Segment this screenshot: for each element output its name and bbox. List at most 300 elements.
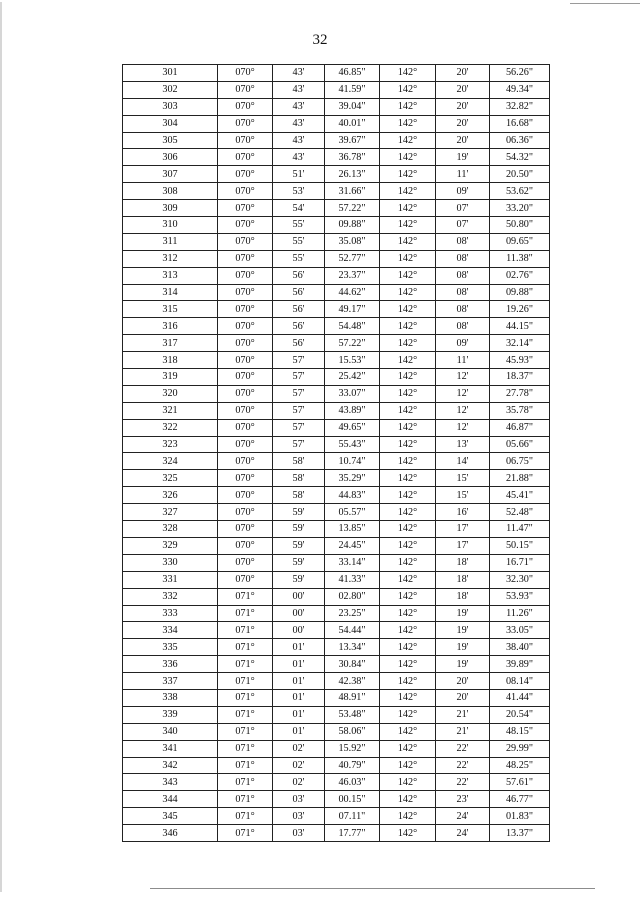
latitude-degrees-cell: 142° bbox=[380, 166, 436, 183]
latitude-minutes-cell: 20' bbox=[436, 65, 490, 82]
latitude-seconds-cell: 53.93" bbox=[490, 588, 550, 605]
table-row bbox=[123, 267, 550, 284]
latitude-minutes-cell: 08' bbox=[436, 318, 490, 335]
longitude-degrees-cell: 071° bbox=[218, 791, 273, 808]
table-row bbox=[123, 639, 550, 656]
latitude-minutes-cell: 12' bbox=[436, 402, 490, 419]
longitude-degrees-cell: 071° bbox=[218, 622, 273, 639]
longitude-seconds-cell: 52.77" bbox=[325, 250, 380, 267]
table-row bbox=[123, 622, 550, 639]
latitude-degrees-cell: 142° bbox=[380, 318, 436, 335]
longitude-minutes-cell: 57' bbox=[273, 369, 325, 386]
latitude-minutes-cell: 20' bbox=[436, 98, 490, 115]
longitude-degrees-cell: 070° bbox=[218, 537, 273, 554]
table-row bbox=[123, 369, 550, 386]
latitude-degrees-cell: 142° bbox=[380, 183, 436, 200]
table-row bbox=[123, 132, 550, 149]
latitude-minutes-cell: 15' bbox=[436, 470, 490, 487]
longitude-seconds-cell: 10.74" bbox=[325, 453, 380, 470]
point-number-cell: 343 bbox=[123, 774, 218, 791]
latitude-seconds-cell: 41.44" bbox=[490, 689, 550, 706]
longitude-degrees-cell: 070° bbox=[218, 200, 273, 217]
point-number-cell: 339 bbox=[123, 706, 218, 723]
latitude-seconds-cell: 02.76" bbox=[490, 267, 550, 284]
table-row bbox=[123, 419, 550, 436]
longitude-minutes-cell: 58' bbox=[273, 470, 325, 487]
point-number-cell: 329 bbox=[123, 537, 218, 554]
latitude-minutes-cell: 14' bbox=[436, 453, 490, 470]
latitude-degrees-cell: 142° bbox=[380, 98, 436, 115]
latitude-degrees-cell: 142° bbox=[380, 808, 436, 825]
table-row bbox=[123, 723, 550, 740]
latitude-degrees-cell: 142° bbox=[380, 65, 436, 82]
point-number-cell: 311 bbox=[123, 233, 218, 250]
longitude-seconds-cell: 46.85" bbox=[325, 65, 380, 82]
latitude-degrees-cell: 142° bbox=[380, 605, 436, 622]
longitude-seconds-cell: 39.04" bbox=[325, 98, 380, 115]
longitude-seconds-cell: 55.43" bbox=[325, 436, 380, 453]
longitude-minutes-cell: 01' bbox=[273, 689, 325, 706]
longitude-minutes-cell: 43' bbox=[273, 81, 325, 98]
latitude-minutes-cell: 24' bbox=[436, 825, 490, 842]
latitude-seconds-cell: 32.30" bbox=[490, 571, 550, 588]
longitude-minutes-cell: 54' bbox=[273, 200, 325, 217]
latitude-degrees-cell: 142° bbox=[380, 200, 436, 217]
latitude-degrees-cell: 142° bbox=[380, 740, 436, 757]
table-row bbox=[123, 706, 550, 723]
point-number-cell: 334 bbox=[123, 622, 218, 639]
latitude-seconds-cell: 38.40" bbox=[490, 639, 550, 656]
latitude-minutes-cell: 17' bbox=[436, 537, 490, 554]
table-row bbox=[123, 98, 550, 115]
longitude-seconds-cell: 49.65" bbox=[325, 419, 380, 436]
longitude-degrees-cell: 070° bbox=[218, 487, 273, 504]
latitude-degrees-cell: 142° bbox=[380, 301, 436, 318]
latitude-minutes-cell: 08' bbox=[436, 233, 490, 250]
latitude-degrees-cell: 142° bbox=[380, 419, 436, 436]
longitude-seconds-cell: 33.07" bbox=[325, 385, 380, 402]
latitude-degrees-cell: 142° bbox=[380, 656, 436, 673]
longitude-seconds-cell: 00.15" bbox=[325, 791, 380, 808]
latitude-degrees-cell: 142° bbox=[380, 487, 436, 504]
latitude-minutes-cell: 18' bbox=[436, 588, 490, 605]
latitude-minutes-cell: 12' bbox=[436, 419, 490, 436]
point-number-cell: 322 bbox=[123, 419, 218, 436]
table-row bbox=[123, 217, 550, 234]
longitude-degrees-cell: 070° bbox=[218, 504, 273, 521]
latitude-seconds-cell: 08.14" bbox=[490, 673, 550, 690]
longitude-degrees-cell: 070° bbox=[218, 250, 273, 267]
point-number-cell: 303 bbox=[123, 98, 218, 115]
longitude-minutes-cell: 57' bbox=[273, 436, 325, 453]
longitude-seconds-cell: 49.17" bbox=[325, 301, 380, 318]
longitude-degrees-cell: 071° bbox=[218, 605, 273, 622]
latitude-seconds-cell: 16.68" bbox=[490, 115, 550, 132]
latitude-seconds-cell: 11.38" bbox=[490, 250, 550, 267]
longitude-degrees-cell: 071° bbox=[218, 825, 273, 842]
point-number-cell: 331 bbox=[123, 571, 218, 588]
latitude-degrees-cell: 142° bbox=[380, 504, 436, 521]
longitude-seconds-cell: 31.66" bbox=[325, 183, 380, 200]
longitude-degrees-cell: 071° bbox=[218, 774, 273, 791]
table-row bbox=[123, 808, 550, 825]
longitude-minutes-cell: 43' bbox=[273, 115, 325, 132]
latitude-seconds-cell: 27.78" bbox=[490, 385, 550, 402]
point-number-cell: 317 bbox=[123, 335, 218, 352]
latitude-minutes-cell: 11' bbox=[436, 166, 490, 183]
latitude-degrees-cell: 142° bbox=[380, 571, 436, 588]
table-row bbox=[123, 301, 550, 318]
longitude-degrees-cell: 070° bbox=[218, 419, 273, 436]
latitude-degrees-cell: 142° bbox=[380, 554, 436, 571]
point-number-cell: 330 bbox=[123, 554, 218, 571]
longitude-degrees-cell: 070° bbox=[218, 335, 273, 352]
latitude-degrees-cell: 142° bbox=[380, 689, 436, 706]
longitude-minutes-cell: 00' bbox=[273, 588, 325, 605]
longitude-degrees-cell: 070° bbox=[218, 183, 273, 200]
latitude-minutes-cell: 18' bbox=[436, 554, 490, 571]
latitude-minutes-cell: 11' bbox=[436, 352, 490, 369]
table-row bbox=[123, 521, 550, 538]
latitude-minutes-cell: 08' bbox=[436, 250, 490, 267]
longitude-minutes-cell: 51' bbox=[273, 166, 325, 183]
longitude-minutes-cell: 03' bbox=[273, 825, 325, 842]
longitude-degrees-cell: 071° bbox=[218, 706, 273, 723]
longitude-seconds-cell: 17.77" bbox=[325, 825, 380, 842]
longitude-seconds-cell: 15.92" bbox=[325, 740, 380, 757]
coordinates-table-body bbox=[123, 65, 550, 842]
latitude-seconds-cell: 11.47" bbox=[490, 521, 550, 538]
latitude-seconds-cell: 53.62" bbox=[490, 183, 550, 200]
point-number-cell: 307 bbox=[123, 166, 218, 183]
longitude-degrees-cell: 070° bbox=[218, 571, 273, 588]
point-number-cell: 308 bbox=[123, 183, 218, 200]
longitude-degrees-cell: 070° bbox=[218, 149, 273, 166]
table-row bbox=[123, 825, 550, 842]
table-row bbox=[123, 436, 550, 453]
table-row bbox=[123, 81, 550, 98]
longitude-minutes-cell: 01' bbox=[273, 673, 325, 690]
table-row bbox=[123, 183, 550, 200]
latitude-degrees-cell: 142° bbox=[380, 673, 436, 690]
point-number-cell: 312 bbox=[123, 250, 218, 267]
table-row bbox=[123, 588, 550, 605]
table-row bbox=[123, 470, 550, 487]
longitude-minutes-cell: 58' bbox=[273, 453, 325, 470]
longitude-minutes-cell: 01' bbox=[273, 639, 325, 656]
table-row bbox=[123, 149, 550, 166]
longitude-degrees-cell: 070° bbox=[218, 132, 273, 149]
latitude-minutes-cell: 16' bbox=[436, 504, 490, 521]
longitude-minutes-cell: 56' bbox=[273, 318, 325, 335]
longitude-minutes-cell: 56' bbox=[273, 301, 325, 318]
scan-edge-mark bbox=[0, 2, 2, 892]
longitude-minutes-cell: 57' bbox=[273, 352, 325, 369]
longitude-seconds-cell: 05.57" bbox=[325, 504, 380, 521]
point-number-cell: 319 bbox=[123, 369, 218, 386]
latitude-minutes-cell: 19' bbox=[436, 656, 490, 673]
latitude-minutes-cell: 19' bbox=[436, 639, 490, 656]
point-number-cell: 326 bbox=[123, 487, 218, 504]
latitude-seconds-cell: 29.99" bbox=[490, 740, 550, 757]
table-row bbox=[123, 233, 550, 250]
longitude-minutes-cell: 43' bbox=[273, 149, 325, 166]
longitude-degrees-cell: 070° bbox=[218, 521, 273, 538]
longitude-minutes-cell: 02' bbox=[273, 774, 325, 791]
latitude-seconds-cell: 11.26" bbox=[490, 605, 550, 622]
point-number-cell: 318 bbox=[123, 352, 218, 369]
longitude-degrees-cell: 070° bbox=[218, 233, 273, 250]
latitude-seconds-cell: 05.66" bbox=[490, 436, 550, 453]
point-number-cell: 341 bbox=[123, 740, 218, 757]
latitude-degrees-cell: 142° bbox=[380, 757, 436, 774]
latitude-degrees-cell: 142° bbox=[380, 217, 436, 234]
latitude-seconds-cell: 06.36" bbox=[490, 132, 550, 149]
longitude-minutes-cell: 43' bbox=[273, 65, 325, 82]
longitude-degrees-cell: 071° bbox=[218, 673, 273, 690]
latitude-degrees-cell: 142° bbox=[380, 706, 436, 723]
point-number-cell: 324 bbox=[123, 453, 218, 470]
longitude-seconds-cell: 41.33" bbox=[325, 571, 380, 588]
point-number-cell: 325 bbox=[123, 470, 218, 487]
latitude-seconds-cell: 39.89" bbox=[490, 656, 550, 673]
longitude-seconds-cell: 30.84" bbox=[325, 656, 380, 673]
latitude-seconds-cell: 06.75" bbox=[490, 453, 550, 470]
longitude-degrees-cell: 071° bbox=[218, 757, 273, 774]
point-number-cell: 345 bbox=[123, 808, 218, 825]
latitude-degrees-cell: 142° bbox=[380, 149, 436, 166]
longitude-degrees-cell: 071° bbox=[218, 689, 273, 706]
longitude-seconds-cell: 40.01" bbox=[325, 115, 380, 132]
latitude-seconds-cell: 52.48" bbox=[490, 504, 550, 521]
latitude-degrees-cell: 142° bbox=[380, 622, 436, 639]
latitude-degrees-cell: 142° bbox=[380, 470, 436, 487]
point-number-cell: 344 bbox=[123, 791, 218, 808]
point-number-cell: 314 bbox=[123, 284, 218, 301]
longitude-minutes-cell: 00' bbox=[273, 622, 325, 639]
longitude-seconds-cell: 54.44" bbox=[325, 622, 380, 639]
longitude-seconds-cell: 39.67" bbox=[325, 132, 380, 149]
latitude-minutes-cell: 08' bbox=[436, 284, 490, 301]
latitude-minutes-cell: 08' bbox=[436, 267, 490, 284]
latitude-seconds-cell: 46.77" bbox=[490, 791, 550, 808]
longitude-degrees-cell: 070° bbox=[218, 453, 273, 470]
latitude-minutes-cell: 20' bbox=[436, 81, 490, 98]
latitude-seconds-cell: 09.65" bbox=[490, 233, 550, 250]
longitude-degrees-cell: 070° bbox=[218, 436, 273, 453]
latitude-minutes-cell: 24' bbox=[436, 808, 490, 825]
longitude-minutes-cell: 55' bbox=[273, 233, 325, 250]
latitude-minutes-cell: 21' bbox=[436, 706, 490, 723]
point-number-cell: 306 bbox=[123, 149, 218, 166]
longitude-seconds-cell: 13.34" bbox=[325, 639, 380, 656]
point-number-cell: 336 bbox=[123, 656, 218, 673]
latitude-minutes-cell: 17' bbox=[436, 521, 490, 538]
latitude-seconds-cell: 46.87" bbox=[490, 419, 550, 436]
point-number-cell: 320 bbox=[123, 385, 218, 402]
longitude-minutes-cell: 00' bbox=[273, 605, 325, 622]
latitude-seconds-cell: 16.71" bbox=[490, 554, 550, 571]
point-number-cell: 328 bbox=[123, 521, 218, 538]
latitude-minutes-cell: 22' bbox=[436, 757, 490, 774]
longitude-seconds-cell: 42.38" bbox=[325, 673, 380, 690]
point-number-cell: 327 bbox=[123, 504, 218, 521]
latitude-seconds-cell: 01.83" bbox=[490, 808, 550, 825]
longitude-minutes-cell: 55' bbox=[273, 250, 325, 267]
latitude-degrees-cell: 142° bbox=[380, 774, 436, 791]
point-number-cell: 332 bbox=[123, 588, 218, 605]
latitude-seconds-cell: 09.88" bbox=[490, 284, 550, 301]
latitude-seconds-cell: 57.61" bbox=[490, 774, 550, 791]
point-number-cell: 304 bbox=[123, 115, 218, 132]
longitude-seconds-cell: 09.88" bbox=[325, 217, 380, 234]
longitude-seconds-cell: 58.06" bbox=[325, 723, 380, 740]
latitude-seconds-cell: 56.26" bbox=[490, 65, 550, 82]
longitude-seconds-cell: 44.62" bbox=[325, 284, 380, 301]
longitude-minutes-cell: 03' bbox=[273, 808, 325, 825]
longitude-minutes-cell: 56' bbox=[273, 335, 325, 352]
latitude-minutes-cell: 07' bbox=[436, 217, 490, 234]
table-row bbox=[123, 757, 550, 774]
table-row bbox=[123, 774, 550, 791]
point-number-cell: 313 bbox=[123, 267, 218, 284]
latitude-minutes-cell: 12' bbox=[436, 369, 490, 386]
latitude-seconds-cell: 45.41" bbox=[490, 487, 550, 504]
point-number-cell: 335 bbox=[123, 639, 218, 656]
latitude-minutes-cell: 12' bbox=[436, 385, 490, 402]
latitude-minutes-cell: 15' bbox=[436, 487, 490, 504]
longitude-degrees-cell: 070° bbox=[218, 65, 273, 82]
longitude-degrees-cell: 070° bbox=[218, 470, 273, 487]
latitude-seconds-cell: 48.25" bbox=[490, 757, 550, 774]
point-number-cell: 305 bbox=[123, 132, 218, 149]
latitude-degrees-cell: 142° bbox=[380, 723, 436, 740]
latitude-seconds-cell: 44.15" bbox=[490, 318, 550, 335]
longitude-minutes-cell: 02' bbox=[273, 757, 325, 774]
point-number-cell: 337 bbox=[123, 673, 218, 690]
latitude-minutes-cell: 19' bbox=[436, 605, 490, 622]
longitude-minutes-cell: 59' bbox=[273, 521, 325, 538]
longitude-minutes-cell: 01' bbox=[273, 706, 325, 723]
latitude-minutes-cell: 18' bbox=[436, 571, 490, 588]
point-number-cell: 323 bbox=[123, 436, 218, 453]
longitude-seconds-cell: 35.08" bbox=[325, 233, 380, 250]
table-row bbox=[123, 453, 550, 470]
latitude-minutes-cell: 23' bbox=[436, 791, 490, 808]
latitude-minutes-cell: 20' bbox=[436, 115, 490, 132]
latitude-degrees-cell: 142° bbox=[380, 352, 436, 369]
latitude-minutes-cell: 22' bbox=[436, 740, 490, 757]
longitude-minutes-cell: 01' bbox=[273, 723, 325, 740]
table-row bbox=[123, 166, 550, 183]
longitude-degrees-cell: 070° bbox=[218, 385, 273, 402]
longitude-seconds-cell: 41.59" bbox=[325, 81, 380, 98]
latitude-minutes-cell: 19' bbox=[436, 622, 490, 639]
longitude-minutes-cell: 57' bbox=[273, 402, 325, 419]
latitude-degrees-cell: 142° bbox=[380, 588, 436, 605]
table-row bbox=[123, 250, 550, 267]
latitude-degrees-cell: 142° bbox=[380, 132, 436, 149]
latitude-minutes-cell: 09' bbox=[436, 183, 490, 200]
table-row bbox=[123, 115, 550, 132]
longitude-degrees-cell: 071° bbox=[218, 740, 273, 757]
longitude-minutes-cell: 43' bbox=[273, 132, 325, 149]
latitude-seconds-cell: 54.32" bbox=[490, 149, 550, 166]
table-row bbox=[123, 689, 550, 706]
top-rule bbox=[570, 3, 640, 4]
longitude-seconds-cell: 46.03" bbox=[325, 774, 380, 791]
table-row bbox=[123, 402, 550, 419]
latitude-minutes-cell: 08' bbox=[436, 301, 490, 318]
longitude-degrees-cell: 071° bbox=[218, 723, 273, 740]
table-row bbox=[123, 504, 550, 521]
longitude-minutes-cell: 59' bbox=[273, 571, 325, 588]
table-row bbox=[123, 284, 550, 301]
longitude-minutes-cell: 03' bbox=[273, 791, 325, 808]
latitude-degrees-cell: 142° bbox=[380, 335, 436, 352]
table-row bbox=[123, 554, 550, 571]
latitude-degrees-cell: 142° bbox=[380, 537, 436, 554]
table-row bbox=[123, 352, 550, 369]
latitude-seconds-cell: 18.37" bbox=[490, 369, 550, 386]
table-row bbox=[123, 605, 550, 622]
longitude-minutes-cell: 59' bbox=[273, 537, 325, 554]
latitude-minutes-cell: 21' bbox=[436, 723, 490, 740]
longitude-degrees-cell: 070° bbox=[218, 98, 273, 115]
table-row bbox=[123, 385, 550, 402]
longitude-seconds-cell: 43.89" bbox=[325, 402, 380, 419]
latitude-minutes-cell: 19' bbox=[436, 149, 490, 166]
longitude-seconds-cell: 44.83" bbox=[325, 487, 380, 504]
longitude-minutes-cell: 01' bbox=[273, 656, 325, 673]
latitude-degrees-cell: 142° bbox=[380, 115, 436, 132]
table-row bbox=[123, 791, 550, 808]
latitude-seconds-cell: 45.93" bbox=[490, 352, 550, 369]
table-row bbox=[123, 65, 550, 82]
longitude-minutes-cell: 57' bbox=[273, 419, 325, 436]
longitude-seconds-cell: 33.14" bbox=[325, 554, 380, 571]
latitude-degrees-cell: 142° bbox=[380, 402, 436, 419]
longitude-seconds-cell: 48.91" bbox=[325, 689, 380, 706]
latitude-seconds-cell: 20.50" bbox=[490, 166, 550, 183]
latitude-seconds-cell: 49.34" bbox=[490, 81, 550, 98]
longitude-seconds-cell: 13.85" bbox=[325, 521, 380, 538]
longitude-degrees-cell: 070° bbox=[218, 115, 273, 132]
longitude-degrees-cell: 070° bbox=[218, 352, 273, 369]
latitude-seconds-cell: 32.82" bbox=[490, 98, 550, 115]
latitude-minutes-cell: 20' bbox=[436, 673, 490, 690]
longitude-minutes-cell: 02' bbox=[273, 740, 325, 757]
longitude-degrees-cell: 070° bbox=[218, 267, 273, 284]
latitude-seconds-cell: 19.26" bbox=[490, 301, 550, 318]
longitude-degrees-cell: 071° bbox=[218, 656, 273, 673]
longitude-seconds-cell: 40.79" bbox=[325, 757, 380, 774]
longitude-degrees-cell: 071° bbox=[218, 639, 273, 656]
longitude-degrees-cell: 070° bbox=[218, 217, 273, 234]
longitude-seconds-cell: 02.80" bbox=[325, 588, 380, 605]
point-number-cell: 316 bbox=[123, 318, 218, 335]
longitude-seconds-cell: 24.45" bbox=[325, 537, 380, 554]
latitude-minutes-cell: 22' bbox=[436, 774, 490, 791]
latitude-minutes-cell: 13' bbox=[436, 436, 490, 453]
longitude-degrees-cell: 070° bbox=[218, 402, 273, 419]
latitude-degrees-cell: 142° bbox=[380, 267, 436, 284]
longitude-degrees-cell: 071° bbox=[218, 808, 273, 825]
longitude-degrees-cell: 071° bbox=[218, 588, 273, 605]
longitude-degrees-cell: 070° bbox=[218, 81, 273, 98]
point-number-cell: 302 bbox=[123, 81, 218, 98]
latitude-seconds-cell: 48.15" bbox=[490, 723, 550, 740]
